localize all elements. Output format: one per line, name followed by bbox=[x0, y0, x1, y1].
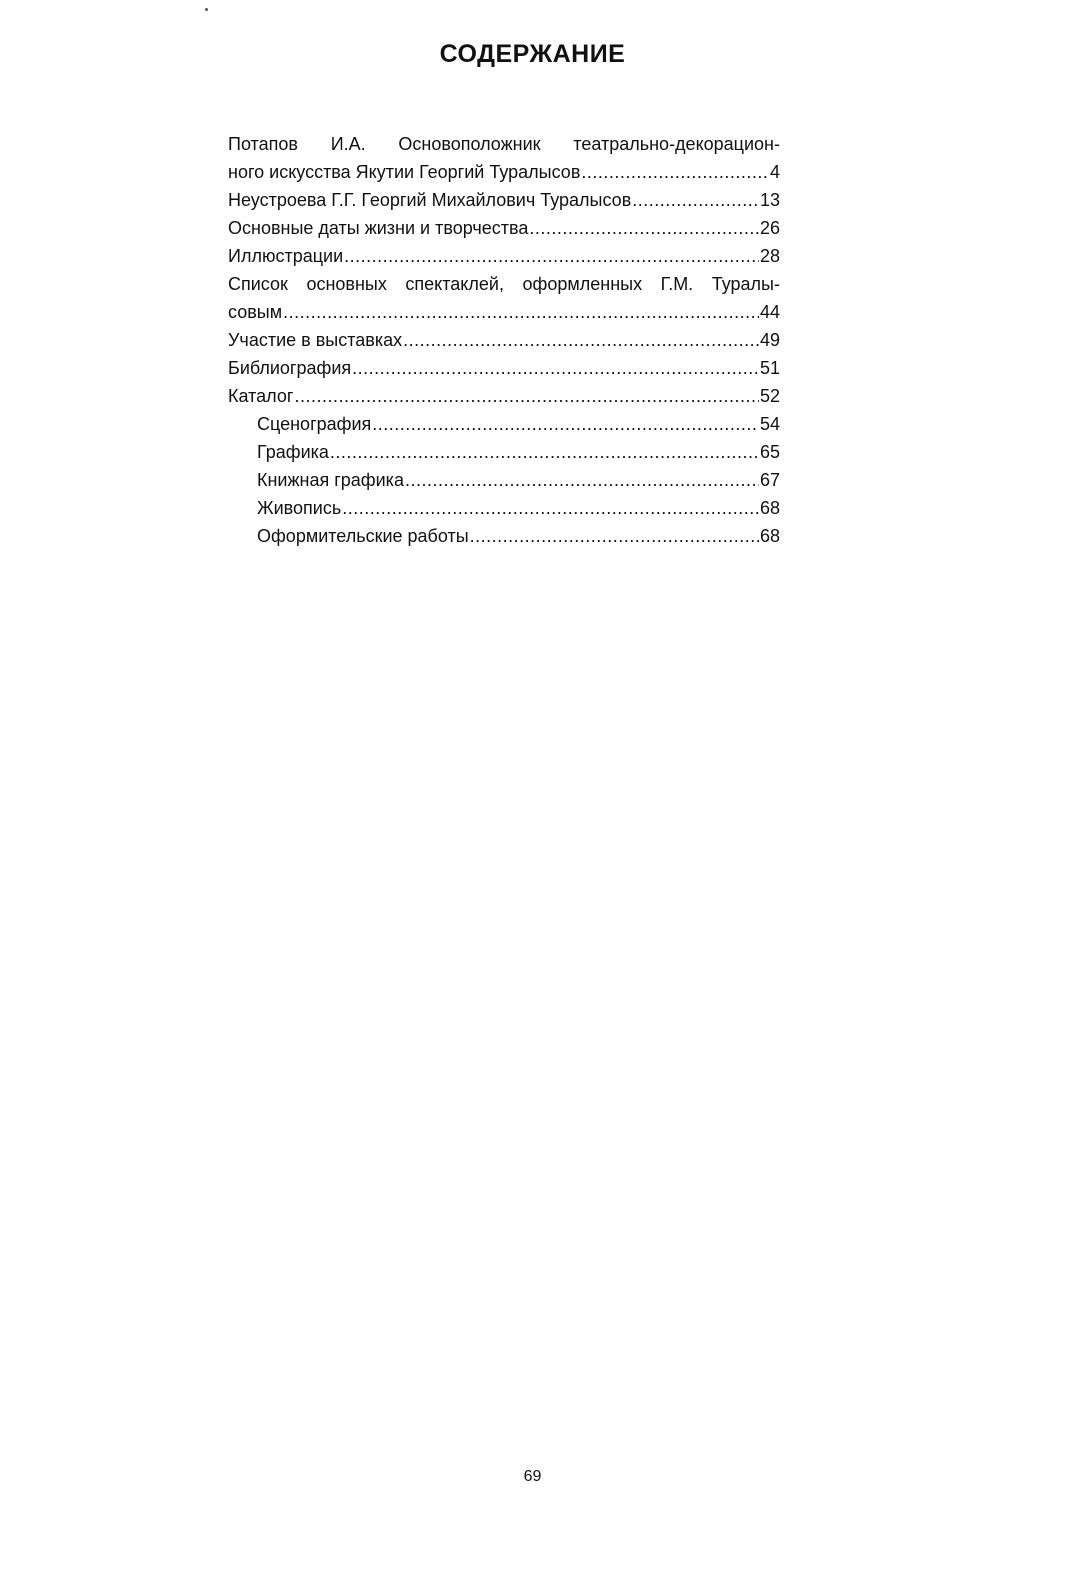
toc-entry-page: 67 bbox=[759, 470, 780, 490]
dot-leader bbox=[405, 466, 759, 494]
toc-entry-page: 13 bbox=[759, 190, 780, 210]
toc-entry-page: 26 bbox=[759, 218, 780, 238]
toc-entry-page: 4 bbox=[769, 162, 780, 182]
dot-leader bbox=[372, 410, 759, 438]
toc-subentry[interactable] bbox=[228, 522, 780, 550]
toc-subentry[interactable] bbox=[228, 494, 780, 522]
dot-leader bbox=[529, 214, 759, 242]
page-number: 69 bbox=[523, 1468, 542, 1485]
toc-subentry[interactable] bbox=[228, 410, 780, 438]
toc-entry-page: 54 bbox=[759, 414, 780, 434]
table-of-contents bbox=[228, 130, 780, 550]
toc-entry[interactable] bbox=[228, 270, 780, 326]
toc-entry-label: Оформительские работы bbox=[257, 526, 469, 546]
toc-entry[interactable] bbox=[228, 214, 780, 242]
toc-entry-page: 49 bbox=[759, 330, 780, 350]
toc-entry-label: совым bbox=[228, 302, 283, 322]
toc-entry-page: 68 bbox=[759, 526, 780, 546]
page-title: СОДЕРЖАНИЕ bbox=[439, 40, 626, 68]
toc-entry-label: Каталог bbox=[228, 386, 294, 406]
toc-entry-label: Графика bbox=[257, 442, 329, 462]
toc-entry-page: 44 bbox=[759, 302, 780, 322]
toc-entry[interactable] bbox=[228, 186, 780, 214]
dot-leader bbox=[632, 186, 759, 214]
scan-speck bbox=[205, 8, 208, 11]
toc-entry-label: Живопись bbox=[257, 498, 342, 518]
toc-entry-label: Иллюстрации bbox=[228, 246, 344, 266]
toc-entry[interactable] bbox=[228, 382, 780, 410]
toc-entry-label: Сценография bbox=[257, 414, 372, 434]
toc-entry-page: 28 bbox=[759, 246, 780, 266]
toc-entry-label: Участие в выставках bbox=[228, 330, 403, 350]
dot-leader bbox=[581, 158, 769, 186]
toc-entry-label: Неустроева Г.Г. Георгий Михайлович Туралысов bbox=[228, 190, 632, 210]
toc-entry-label-line1: Потапов И.А. Основоположник театрально-декорацион- bbox=[228, 134, 780, 154]
toc-entry-page: 51 bbox=[759, 358, 780, 378]
dot-leader bbox=[470, 522, 759, 550]
toc-entry-label: Основные даты жизни и творчества bbox=[228, 218, 529, 238]
dot-leader bbox=[344, 242, 759, 270]
dot-leader bbox=[403, 326, 759, 354]
toc-entry-page: 52 bbox=[759, 386, 780, 406]
toc-entry-label: Библиография bbox=[228, 358, 352, 378]
dot-leader bbox=[283, 298, 759, 326]
toc-entry[interactable] bbox=[228, 326, 780, 354]
dot-leader bbox=[342, 494, 759, 522]
dot-leader bbox=[352, 354, 759, 382]
dot-leader bbox=[294, 382, 759, 410]
toc-entry-label-line1: Список основных спектаклей, оформленных Г.М. Туралы- bbox=[228, 274, 780, 294]
toc-subentry[interactable] bbox=[228, 438, 780, 466]
toc-entry-label: Книжная графика bbox=[257, 470, 404, 490]
toc-subentry[interactable] bbox=[228, 466, 780, 494]
toc-entry-label: ного искусства Якутии Георгий Туралысов bbox=[228, 162, 581, 182]
toc-entry[interactable] bbox=[228, 130, 780, 186]
toc-entry-page: 68 bbox=[759, 498, 780, 518]
toc-entry[interactable] bbox=[228, 242, 780, 270]
toc-entry[interactable] bbox=[228, 354, 780, 382]
toc-entry-page: 65 bbox=[759, 442, 780, 462]
dot-leader bbox=[330, 438, 759, 466]
